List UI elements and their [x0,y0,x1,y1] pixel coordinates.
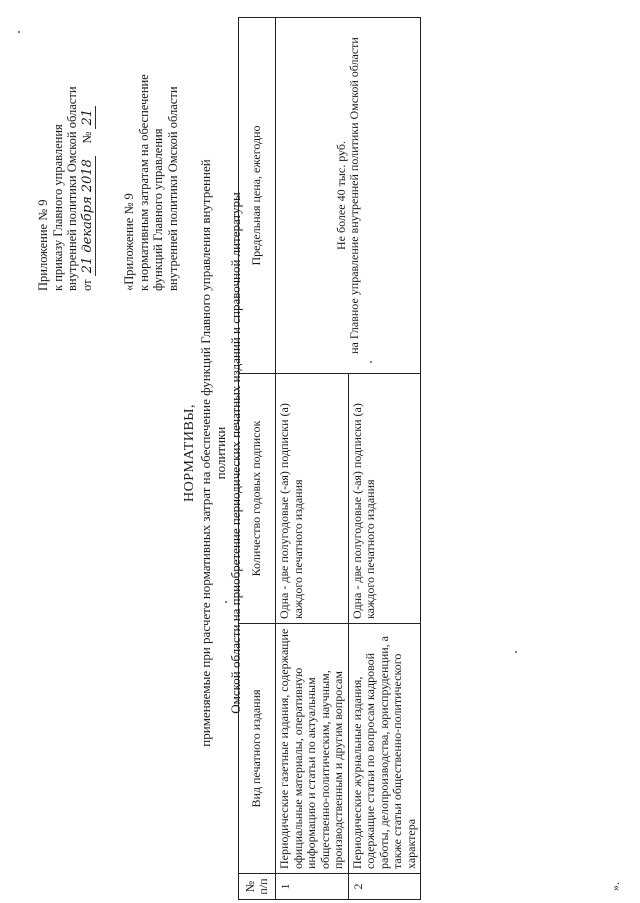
number-prefix: № [79,131,94,144]
scan-speck [18,31,20,33]
appendix-quote-line: к нормативным затратам на обеспечение [136,74,151,291]
price-limit-value: Не более 40 тыс. руб. [333,141,348,251]
handwritten-number: 21 [80,106,96,129]
title-heading: НОРМАТИВЫ, [182,403,197,503]
header-edition-type: Вид печатного издания [239,624,276,874]
closing-quote-mark: ». [608,882,622,891]
appendix-line: к приказу Главного управления [50,124,65,291]
appendix-line: внутренней политики Омской области [65,86,79,291]
price-limit-cell [276,18,421,374]
row-edition-type: Периодические газетные издания, содержащие официальные материалы, оперативную информацию и статьи по актуальным общественно-политическим, научным, производственным и другим вопросам [276,624,349,874]
row-number: 2 [348,874,421,900]
appendix-quote-line: функций Главного управления [151,128,165,291]
appendix-quote-line: «Приложение № 9 [122,193,136,291]
header-subscriptions: Количество годовых подписок [239,374,276,624]
header-price-limit: Предельная цена, ежегодно [239,18,276,374]
norms-table [238,17,421,900]
row-subscription-count: Одна - две полугодовые (-ая) подписки (а) каждого печатного издания [276,374,349,624]
header-number: № п/п [239,874,276,900]
row-subscription-count: Одна - две полугодовые (-ая) подписки (а) каждого печатного издания [348,374,421,624]
handwritten-date: 21 декабря 2018 [80,156,96,276]
table-header-row [239,18,276,900]
scan-speck [370,361,372,363]
document-title [182,153,243,753]
date-prefix: от [79,279,94,291]
scan-speck [225,601,227,603]
row-edition-type: Периодические журнальные издания, содержащие статьи по вопросам кадровой работы, делопроизводства, юриспруденции, а также статьи общественно-политического характера [348,624,421,874]
appendix-line: Приложение № 9 [36,199,50,291]
title-line-2: Омской области на приобретение периодических печатных изданий и справочной литературы [228,192,243,714]
appendix-date-line [80,86,96,291]
appendix-quote-line: внутренней политики Омской области [165,86,180,291]
appendix-header [36,86,95,291]
appendix-quote [122,74,180,291]
table-row [276,18,349,900]
title-line-1: применяемые при расчете нормативных затрат на обеспечение функций Главного управления внутренней политики [198,159,228,747]
scan-speck [515,651,517,653]
row-number: 1 [276,874,349,900]
price-limit-scope: на Главное управление внутренней политики Омской области [347,37,361,354]
